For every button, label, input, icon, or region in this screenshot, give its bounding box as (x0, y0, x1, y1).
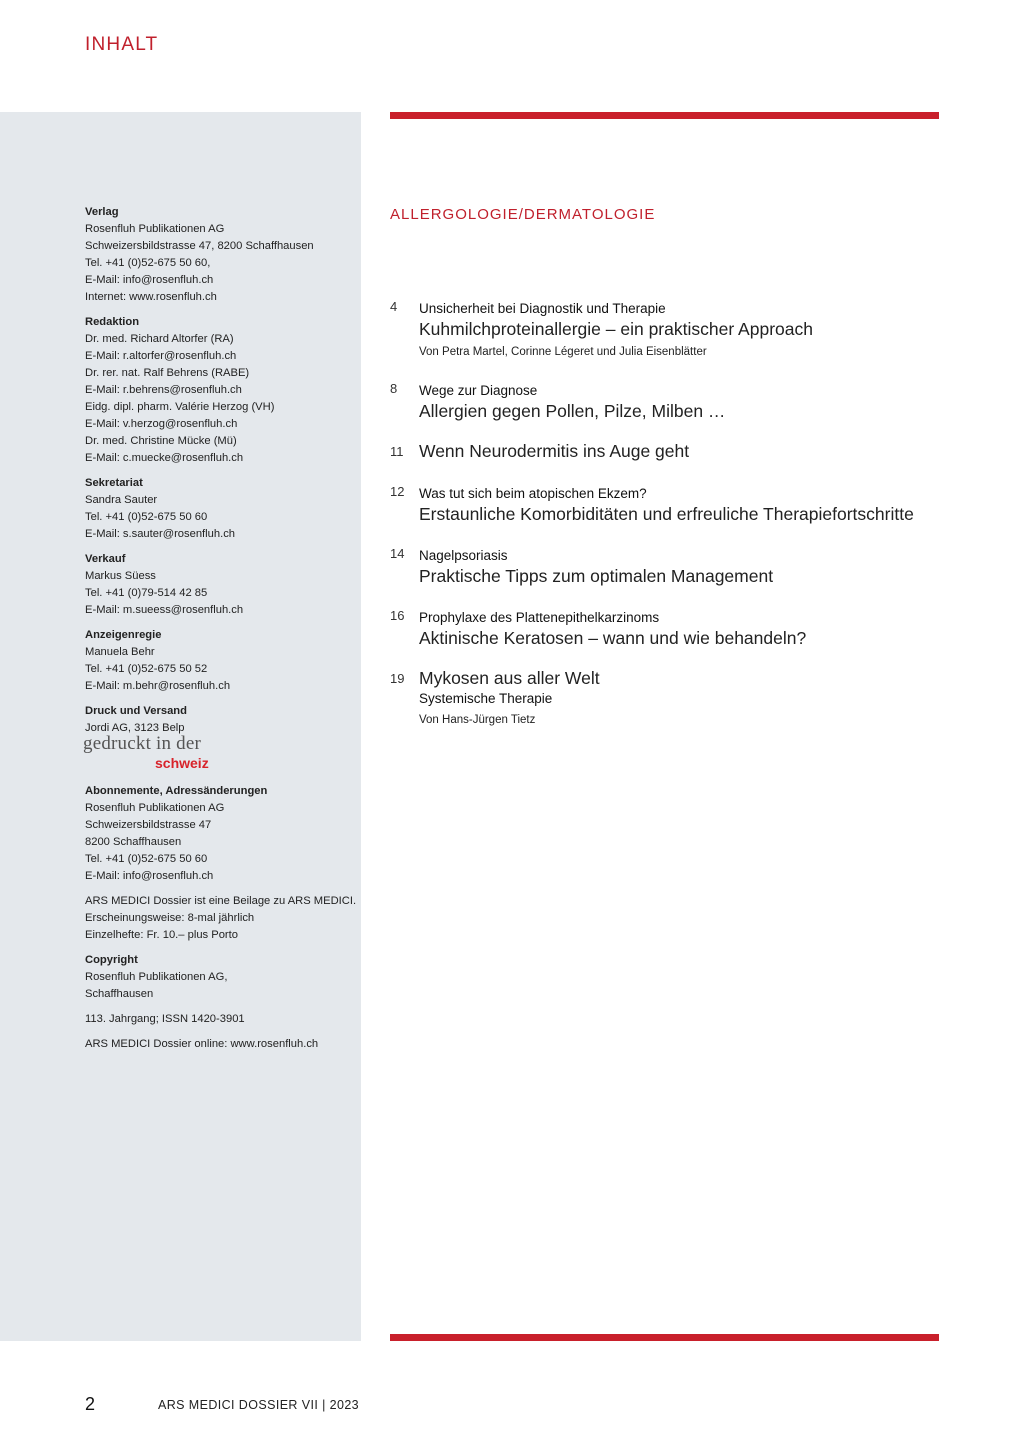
logo-text-line2: schweiz (155, 755, 209, 771)
imprint-line: 8200 Schaffhausen (85, 836, 182, 848)
imprint-line: Markus Süess (85, 570, 156, 582)
bottom-red-rule (390, 1334, 939, 1341)
imprint-line: Tel. +41 (0)52-675 50 60, (85, 257, 211, 269)
toc-page-number: 19 (390, 671, 405, 686)
section-title: ALLERGOLOGIE/DERMATOLOGIE (390, 206, 656, 223)
imprint-heading: Druck und Versand (85, 705, 187, 717)
imprint-line: Rosenfluh Publikationen AG (85, 802, 225, 814)
imprint-heading: Copyright (85, 954, 138, 966)
imprint (85, 204, 355, 1061)
imprint-email[interactable]: E-Mail: m.behr@rosenfluh.ch (85, 680, 231, 692)
imprint-druck (85, 703, 355, 771)
imprint-line: Einzelhefte: Fr. 10.– plus Porto (85, 929, 238, 941)
toc-headline[interactable]: Erstaunliche Komorbiditäten und erfreuliche Therapiefortschritte (419, 504, 914, 524)
imprint-website[interactable]: ARS MEDICI Dossier online: www.rosenfluh.ch (85, 1038, 319, 1050)
imprint-line: Tel. +41 (0)52-675 50 60 (85, 853, 208, 865)
toc-authors: Von Hans-Jürgen Tietz (419, 714, 536, 726)
imprint-line: Tel. +41 (0)79-514 42 85 (85, 587, 208, 599)
toc-page-number: 11 (390, 444, 404, 459)
toc-headline[interactable]: Wenn Neurodermitis ins Auge geht (419, 441, 690, 461)
footer-magazine-title: ARS MEDICI DOSSIER VII | 2023 (158, 1398, 360, 1412)
imprint-email[interactable]: E-Mail: m.sueess@rosenfluh.ch (85, 604, 244, 616)
toc-headline[interactable]: Allergien gegen Pollen, Pilze, Milben … (419, 401, 726, 421)
imprint-line: Jordi AG, 3123 Belp (85, 722, 185, 734)
logo-text-line1: gedruckt in der (83, 733, 202, 754)
imprint-email[interactable]: E-Mail: r.behrens@rosenfluh.ch (85, 384, 242, 396)
imprint-line: Dr. med. Christine Mücke (Mü) (85, 435, 237, 447)
toc-page-number: 14 (390, 546, 405, 561)
imprint-email[interactable]: E-Mail: v.herzog@rosenfluh.ch (85, 418, 238, 430)
imprint-email[interactable]: E-Mail: c.muecke@rosenfluh.ch (85, 452, 244, 464)
imprint-line: Erscheinungsweise: 8-mal jährlich (85, 912, 255, 924)
toc-kicker: Nagelpsoriasis (419, 548, 508, 563)
imprint-sekretariat (85, 475, 355, 543)
toc-page-number: 12 (390, 484, 405, 499)
imprint-heading: Verlag (85, 206, 119, 218)
imprint-heading: Anzeigenregie (85, 629, 162, 641)
imprint-email[interactable]: E-Mail: s.sauter@rosenfluh.ch (85, 528, 236, 540)
toc-headline[interactable]: Praktische Tipps zum optimalen Management (419, 566, 774, 586)
imprint-line: Tel. +41 (0)52-675 50 60 (85, 511, 208, 523)
imprint-heading: Redaktion (85, 316, 140, 328)
printed-in-switzerland-logo (83, 733, 223, 771)
toc-kicker: Systemische Therapie (419, 691, 553, 706)
imprint-line: Eidg. dipl. pharm. Valérie Herzog (VH) (85, 401, 275, 413)
page-title: INHALT (85, 34, 159, 55)
toc-kicker: Prophylaxe des Plattenepithelkarzinoms (419, 610, 660, 625)
toc-page-number: 16 (390, 608, 405, 623)
imprint-line: ARS MEDICI Dossier ist eine Beilage zu ARS MEDICI. (85, 895, 357, 907)
imprint-email[interactable]: E-Mail: info@rosenfluh.ch (85, 274, 214, 286)
imprint-beilage (85, 893, 355, 944)
imprint-email[interactable]: E-Mail: info@rosenfluh.ch (85, 870, 214, 882)
imprint-online (85, 1036, 355, 1053)
imprint-line: Rosenfluh Publikationen AG (85, 223, 225, 235)
toc-headline[interactable]: Aktinische Keratosen – wann und wie behandeln? (419, 628, 807, 648)
imprint-jahrgang (85, 1011, 355, 1028)
toc-page-number: 4 (390, 299, 398, 314)
imprint-heading: Abonnemente, Adressänderungen (85, 785, 268, 797)
imprint-website[interactable]: Internet: www.rosenfluh.ch (85, 291, 217, 303)
imprint-line: Dr. rer. nat. Ralf Behrens (RABE) (85, 367, 250, 379)
toc-kicker: Unsicherheit bei Diagnostik und Therapie (419, 301, 666, 316)
imprint-line: 113. Jahrgang; ISSN 1420-3901 (85, 1013, 245, 1025)
imprint-abonnemente (85, 783, 355, 885)
imprint-line: Dr. med. Richard Altorfer (RA) (85, 333, 234, 345)
toc-kicker: Wege zur Diagnose (419, 383, 538, 398)
imprint-email[interactable]: E-Mail: r.altorfer@rosenfluh.ch (85, 350, 237, 362)
imprint-heading: Verkauf (85, 553, 126, 565)
imprint-line: Schweizersbildstrasse 47, 8200 Schaffhausen (85, 240, 314, 252)
imprint-line: Sandra Sauter (85, 494, 158, 506)
toc-authors: Von Petra Martel, Corinne Légeret und Julia Eisenblätter (419, 346, 707, 358)
toc-headline[interactable]: Kuhmilchproteinallergie – ein praktischer Approach (419, 319, 813, 339)
footer-page-number: 2 (85, 1394, 96, 1414)
imprint-redaktion (85, 314, 355, 467)
imprint-line: Tel. +41 (0)52-675 50 52 (85, 663, 208, 675)
imprint-verkauf (85, 551, 355, 619)
imprint-anzeigenregie (85, 627, 355, 695)
imprint-copyright (85, 952, 355, 1003)
imprint-verlag (85, 204, 355, 306)
toc-headline[interactable]: Mykosen aus aller Welt (419, 668, 600, 688)
top-red-rule (390, 112, 939, 119)
toc-kicker: Was tut sich beim atopischen Ekzem? (419, 486, 647, 501)
imprint-heading: Sekretariat (85, 477, 143, 489)
imprint-line: Manuela Behr (85, 646, 155, 658)
imprint-line: Schweizersbildstrasse 47 (85, 819, 212, 831)
toc-page-number: 8 (390, 381, 398, 396)
imprint-line: Schaffhausen (85, 988, 154, 1000)
imprint-line: Rosenfluh Publikationen AG, (85, 971, 228, 983)
